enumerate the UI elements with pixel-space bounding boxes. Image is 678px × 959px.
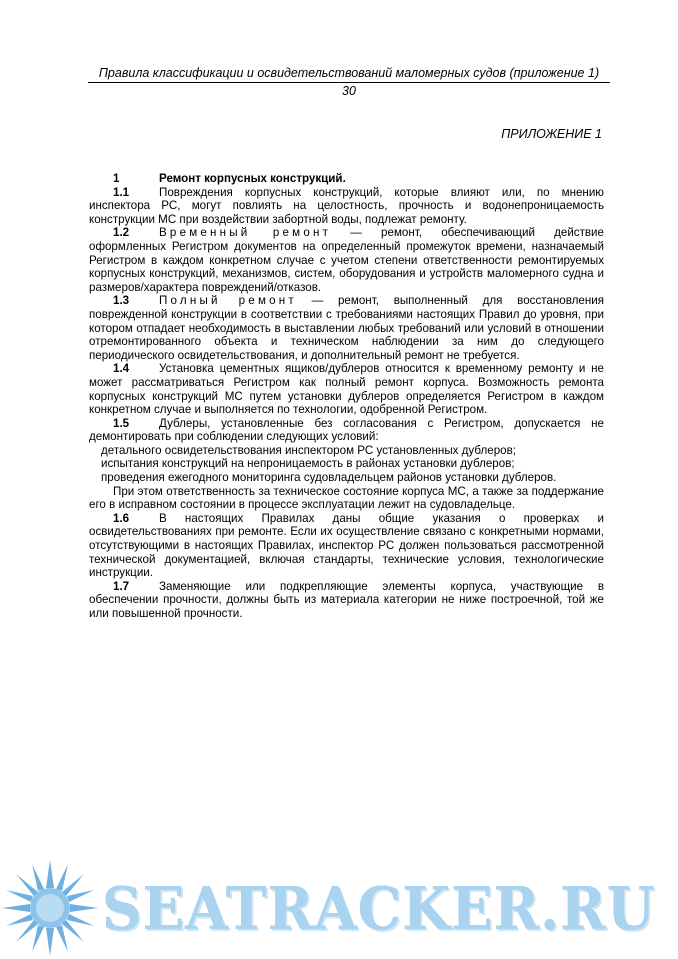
header-divider — [88, 82, 610, 83]
paragraph-text: Дублеры, установленные без согласования с Регистром, допускается не демонтировать при соблюдении следующих условий: — [89, 416, 604, 444]
paragraph-1-6 — [89, 512, 604, 580]
paragraph-text: Повреждения корпусных конструкций, которые влияют или, по мнению инспектора РС, могут повлиять на целостность, прочность и водонепроницаемость конструкции МС при воздействии забортной воды, подлежат ремонту. — [89, 185, 604, 226]
paragraph-number: 1.6 — [113, 511, 130, 525]
paragraph-number: 1.4 — [113, 362, 130, 376]
running-title: Правила классификации и освидетельствований маломерных судов (приложение 1) — [98, 66, 600, 80]
sun-logo-icon — [0, 858, 100, 958]
section-heading — [89, 172, 604, 186]
condition-item: испытания конструкций на непроницаемость в районах установки дублеров; — [101, 457, 515, 471]
paragraph-text: — ремонт, выполненный для восстановления поврежденной конструкции в соответствии с требованиями настоящих Правил до уровня, при котором отпадает необходимость в выставлении любых требований или условий в отношении отремонтированного объекта и техническом наблюдении за ним до следующего периодического освидетельствования, и дополнительный ремонт не требуется. — [89, 294, 604, 362]
paragraph-1-1 — [89, 186, 604, 227]
paragraph-number: 1.1 — [113, 185, 130, 199]
term-full-repair: Полный ремонт — [159, 294, 297, 308]
paragraph-text: Заменяющие или подкрепляющие элементы корпуса, участвующие в обеспечении прочности, должны быть из материала категории не ниже построечной, той же или повышенной прочности. — [89, 579, 604, 620]
term-temporary-repair: Временный ремонт — [159, 226, 332, 240]
condition-item: проведения ежегодного мониторинга судовладельцем районов установки дублеров. — [101, 471, 557, 485]
page-number: 30 — [342, 84, 356, 98]
paragraph-number: 1.7 — [113, 579, 130, 593]
appendix-label: ПРИЛОЖЕНИЕ 1 — [501, 127, 602, 141]
paragraph-1-4 — [89, 362, 604, 416]
paragraph-1-3 — [89, 294, 604, 362]
condition-item: детального освидетельствования инспектором РС установленных дублеров; — [101, 443, 516, 457]
section-number: 1 — [113, 172, 120, 185]
paragraph-number: 1.3 — [113, 294, 130, 308]
paragraph-number: 1.5 — [113, 416, 130, 430]
paragraph-1-5 — [89, 417, 604, 444]
paragraph-1-5-note: При этом ответственность за техническое состояние корпуса МС, а также за поддержание его в исправном состоянии в процессе эксплуатации лежит на судовладельце. — [89, 484, 604, 512]
paragraph-text: Установка цементных ящиков/дублеров относится к временному ремонту и не может рассматриваться Регистром как полный ремонт корпуса. Возможность ремонта корпусных конструкций МС путем установки дублеров определяется Регистром в каждом конкретном случае и выполняется по технологии, одобренной Регистром. — [89, 362, 604, 417]
section-title: Ремонт корпусных конструкций. — [159, 172, 346, 185]
watermark-text: SEATRACKER.RU — [102, 874, 656, 943]
paragraph-text: — ремонт, обеспечивающий действие оформленных Регистром документов на определенный промежуток времени, назначаемый Регистром в каждом конкретном случае с учетом степени ответственности ремонтируемых корпусных конструкций, механизмов, систем, оборудования и устройств маломерного судна и размеров/характера повреждений/отказов. — [89, 226, 604, 294]
document-body — [89, 172, 604, 621]
paragraph-number: 1.2 — [113, 226, 130, 240]
paragraph-1-7 — [89, 580, 604, 621]
paragraph-text: В настоящих Правилах даны общие указания о проверках и освидетельствованиях при ремонте. Если их осуществление связано с конкретными нормами, отсутствующими в настоящих Правилах, инспектор РС должен пользоваться рассмотренной технической документацией, включая стандарты, технические условия, технологические инструкции. — [89, 511, 604, 580]
paragraph-1-2 — [89, 226, 604, 294]
